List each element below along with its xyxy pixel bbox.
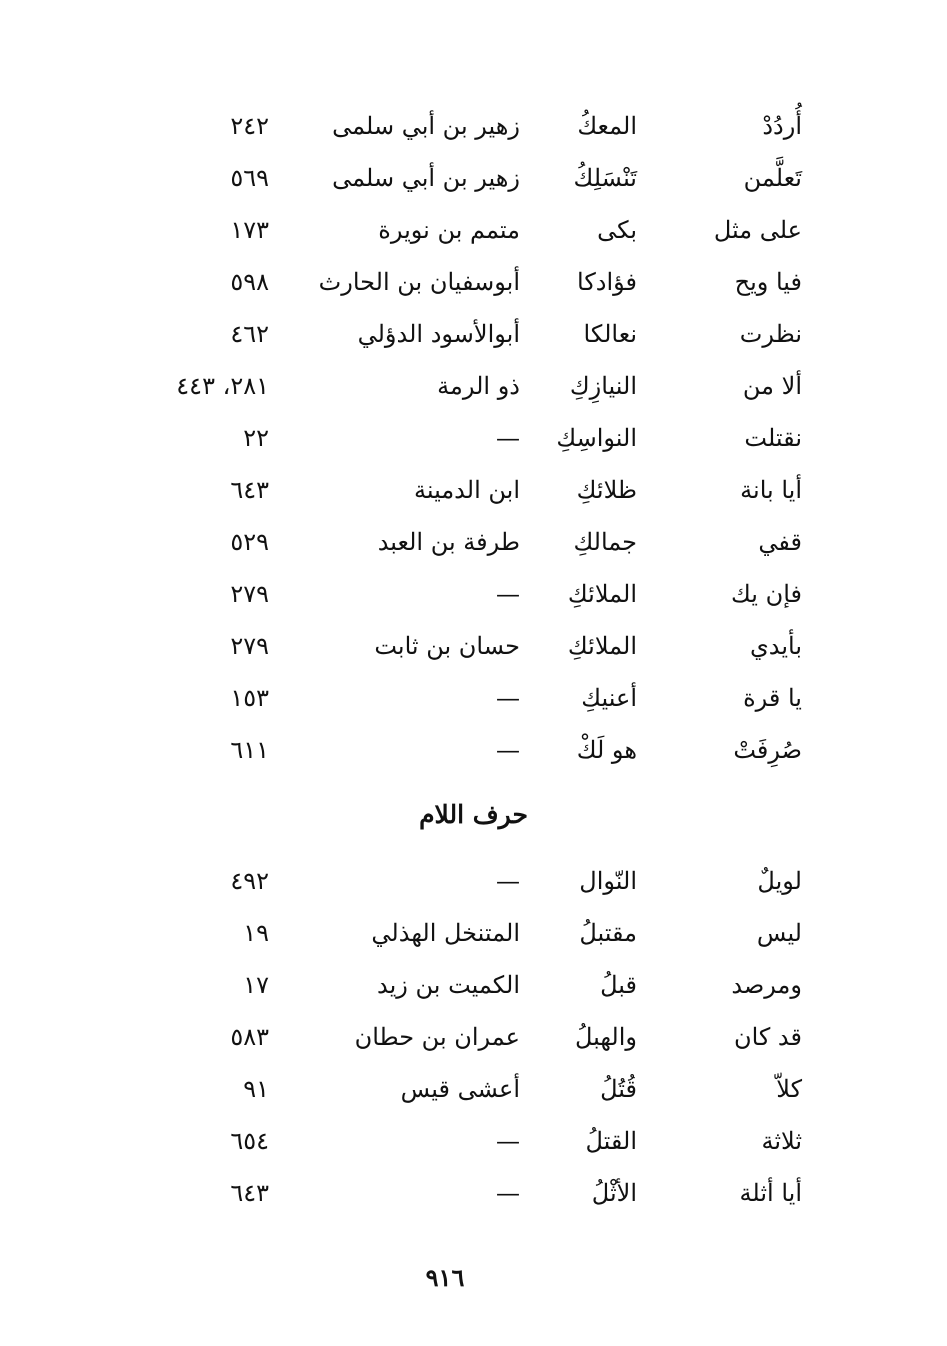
table-row: [0, 464, 947, 516]
verse-opening: يا قرة: [743, 684, 802, 712]
table-row: [0, 568, 947, 620]
rhyme-word: فؤادكا: [577, 268, 637, 296]
poet-name: —: [496, 1127, 520, 1155]
table-row: [0, 1011, 947, 1063]
table-row: [0, 204, 947, 256]
page-reference: ٦٤٣: [230, 476, 269, 504]
table-row: [0, 959, 947, 1011]
rhyme-word: قبلُ: [600, 971, 637, 999]
page-reference: ٢٤٢: [230, 112, 269, 140]
verse-opening: ومرصد: [731, 971, 802, 999]
rhyme-index-kaf-section: [0, 100, 947, 776]
verse-opening: صُرِفَتْ: [733, 736, 802, 764]
table-row: [0, 516, 947, 568]
verse-opening: أيا أثلة: [739, 1179, 802, 1207]
page-number: ٩١٦: [425, 1263, 465, 1292]
verse-opening: بأيدي: [749, 632, 802, 660]
rhyme-index-lam-section: [0, 855, 947, 1219]
poet-name: ذو الرمة: [437, 372, 520, 400]
rhyme-word: القتلُ: [585, 1127, 637, 1155]
page-reference: ٥٢٩: [230, 528, 269, 556]
table-row: [0, 256, 947, 308]
section-heading: حرف اللام: [419, 800, 528, 829]
page-reference: ١٧: [243, 971, 269, 999]
verse-opening: نظرت: [739, 320, 802, 348]
page-reference: ٩١: [243, 1075, 269, 1103]
rhyme-word: النيازِكِ: [569, 372, 637, 400]
poet-name: عمران بن حطان: [354, 1023, 520, 1051]
verse-opening: قد كان: [733, 1023, 802, 1051]
verse-opening: ليس: [756, 919, 802, 947]
poet-name: متمم بن نويرة: [378, 216, 520, 244]
page-reference: ٦٤٣: [230, 1179, 269, 1207]
poet-name: —: [496, 424, 520, 452]
poet-name: ابن الدمينة: [413, 476, 520, 504]
poet-name: زهير بن أبي سلمى: [332, 164, 520, 192]
poet-name: طرفة بن العبد: [377, 528, 520, 556]
poet-name: المتنخل الهذلي: [371, 919, 520, 947]
rhyme-word: مقتبلُ: [579, 919, 637, 947]
page-reference: ٥٨٣: [230, 1023, 269, 1051]
poet-name: —: [496, 580, 520, 608]
table-row: [0, 1115, 947, 1167]
rhyme-word: النّوال: [579, 867, 637, 895]
table-row: [0, 1063, 947, 1115]
table-row: [0, 620, 947, 672]
page-reference: ١٩: [243, 919, 269, 947]
rhyme-word: هو لَكْ: [576, 736, 637, 764]
page-reference: ٥٦٩: [230, 164, 269, 192]
table-row: [0, 152, 947, 204]
poet-name: —: [496, 1179, 520, 1207]
table-row: [0, 1167, 947, 1219]
poet-name: —: [496, 736, 520, 764]
rhyme-word: النواسِكِ: [556, 424, 637, 452]
page-reference: ٢٧٩: [230, 580, 269, 608]
rhyme-word: والهبلُ: [574, 1023, 637, 1051]
rhyme-word: قُتُلُ: [600, 1075, 637, 1103]
table-row: [0, 907, 947, 959]
page-reference: ٥٩٨: [230, 268, 269, 296]
verse-opening: فإن يك: [731, 580, 802, 608]
page-reference: ١٧٣: [230, 216, 269, 244]
table-row: [0, 672, 947, 724]
poet-name: —: [496, 867, 520, 895]
rhyme-word: الملائكِ: [567, 632, 637, 660]
table-row: [0, 100, 947, 152]
table-row: [0, 412, 947, 464]
rhyme-word: تَنْسَلِكُ: [573, 164, 637, 192]
rhyme-word: الأثْلُ: [591, 1179, 637, 1207]
verse-opening: أيا بانة: [740, 476, 802, 504]
poet-name: أعشى قيس: [400, 1075, 520, 1103]
verse-opening: تَعلَّمن: [743, 164, 802, 192]
verse-opening: نقتلت: [744, 424, 802, 452]
verse-opening: فيا ويح: [734, 268, 802, 296]
rhyme-word: المعكُ: [577, 112, 637, 140]
rhyme-word: بكى: [597, 216, 637, 244]
table-row: [0, 360, 947, 412]
rhyme-word: نعالكا: [583, 320, 637, 348]
table-row: [0, 855, 947, 907]
verse-opening: على مثل: [713, 216, 802, 244]
poet-name: —: [496, 684, 520, 712]
table-row: [0, 724, 947, 776]
page-reference: ٤٩٢: [230, 867, 269, 895]
rhyme-word: جمالكِ: [573, 528, 637, 556]
poet-name: أبوالأسود الدؤلي: [357, 320, 520, 348]
table-row: [0, 308, 947, 360]
page-reference: ٢٢: [243, 424, 269, 452]
rhyme-word: أعنيكِ: [581, 684, 637, 712]
page-reference: ٦١١: [230, 736, 269, 764]
poet-name: حسان بن ثابت: [374, 632, 520, 660]
verse-opening: كلاّ: [776, 1075, 802, 1103]
poet-name: الكميت بن زيد: [377, 971, 520, 999]
verse-opening: ألا من: [742, 372, 802, 400]
page-reference: ١٥٣: [230, 684, 269, 712]
verse-opening: قفي: [758, 528, 802, 556]
verse-opening: ثلاثة: [761, 1127, 802, 1155]
poet-name: أبوسفيان بن الحارث: [318, 268, 520, 296]
rhyme-word: ظلائكِ: [576, 476, 637, 504]
verse-opening: لويلٌ: [757, 867, 802, 895]
page-reference: ٢٨١، ٤٤٣: [176, 372, 269, 400]
verse-opening: أُردُدْ: [762, 112, 802, 140]
rhyme-word: الملائكِ: [567, 580, 637, 608]
page-reference: ٤٦٢: [230, 320, 269, 348]
page-reference: ٢٧٩: [230, 632, 269, 660]
poet-name: زهير بن أبي سلمى: [332, 112, 520, 140]
page-reference: ٦٥٤: [230, 1127, 269, 1155]
